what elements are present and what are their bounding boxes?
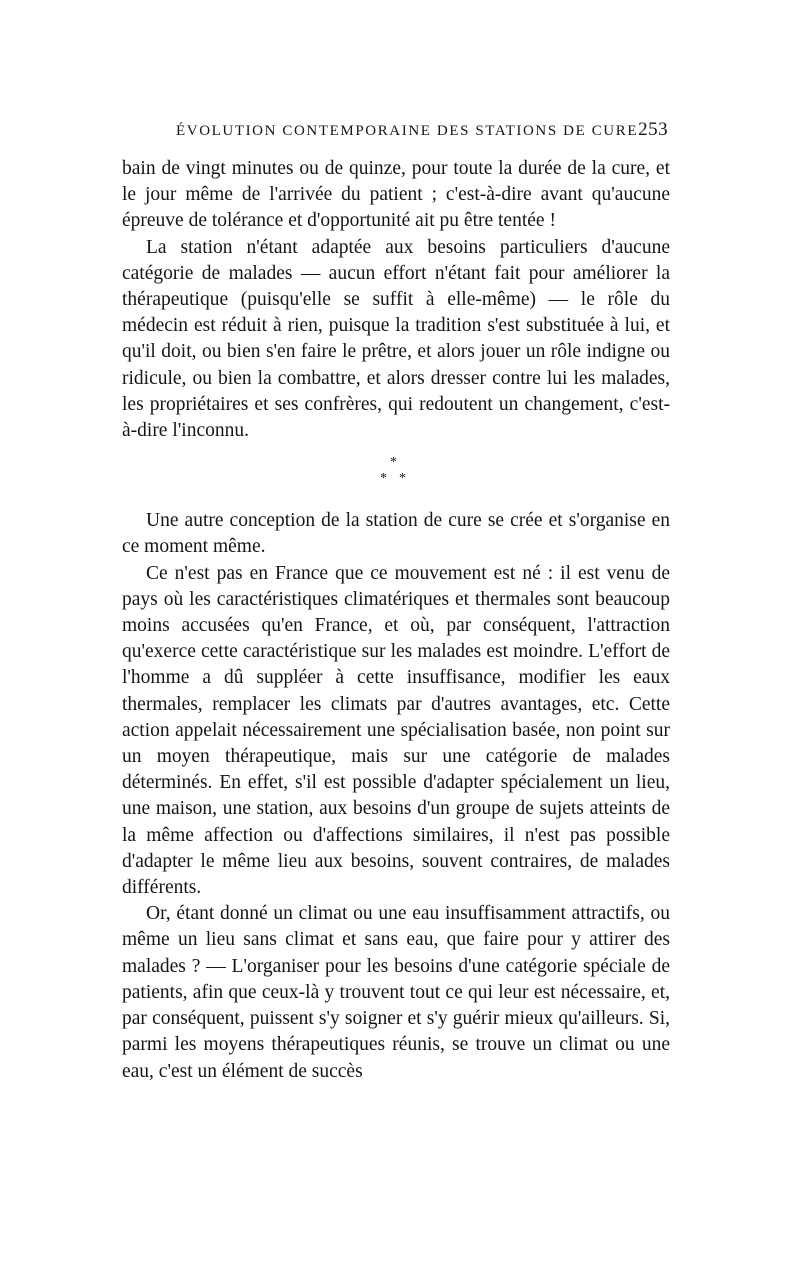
paragraph-new-conception: Une autre conception de la station de cure se crée et s'organise en ce moment même. [122, 510, 670, 558]
paragraph-station-role: La station n'étant adaptée aux besoins particuliers d'aucune catégorie de malades — aucun effort n'étant fait pour améliorer la thérapeutique (puisqu'elle se suffit à elle-même) — le rôle du médecin est réduit à rien, puisque la tradition s'est substituée à lui, et qu'il doit, ou bien s'en faire le prêtre, et alors jouer un rôle indigne ou ridicule, ou bien la combattre, et alors dresser contre lui les malades, les propriétaires et ses confrères, qui redoutent un changement, c'est-à-dire l'inconnu. [122, 236, 670, 442]
asterism-star-left: * [380, 471, 387, 487]
asterism-star-top: * [390, 455, 397, 471]
running-title: ÉVOLUTION CONTEMPORAINE DES STATIONS DE CURE [176, 123, 639, 139]
body-text [122, 156, 670, 1085]
paragraph-continuation: bain de vingt minutes ou de quinze, pour toute la durée de la cure, et le jour même de l'arrivée du patient ; c'est-à-dire avant qu'aucune épreuve de tolérance et d'opportunité ait pu être tentée ! [122, 158, 670, 232]
paragraph-origin: Ce n'est pas en France que ce mouvement est né : il est venu de pays où les caractéristiques climatériques et thermales sont beaucoup moins accusées qu'en France, et où, par conséquent, l'attraction qu'exerce cette caractéristique sur les malades est moindre. L'effort de l'homme a dû suppléer à cette insuffisance, modifier les eaux thermales, remplacer les climats par d'autres avantages, etc. Cette action appelait nécessairement une spécialisation basée, non point sur un moyen thérapeutique, mais sur une catégorie de malades déterminés. En effet, s'il est possible d'adapter spécialement un lieu, une maison, une station, aux besoins d'un groupe de sujets atteints de la même affection ou d'affections similaires, il n'est pas possible d'adapter le même lieu aux besoins, souvent contraires, de malades différents. [122, 562, 670, 899]
paragraph-specialization: Or, étant donné un climat ou une eau insuffisamment attractifs, ou même un lieu sans climat et sans eau, que faire pour y attirer des malades ? — L'organiser pour les besoins d'une catégorie spéciale de patients, afin que ceux-là y trouvent tout ce qui leur est nécessaire, et, par conséquent, puissent s'y soigner et s'y guérir mieux qu'ailleurs. Si, parmi les moyens thérapeutiques réunis, se trouve un climat ou une eau, c'est un élément de succès [122, 903, 670, 1082]
page-number: 253 [638, 119, 669, 140]
running-head [176, 119, 669, 143]
section-break-asterism [122, 444, 670, 508]
asterism-star-right: * [399, 471, 406, 487]
